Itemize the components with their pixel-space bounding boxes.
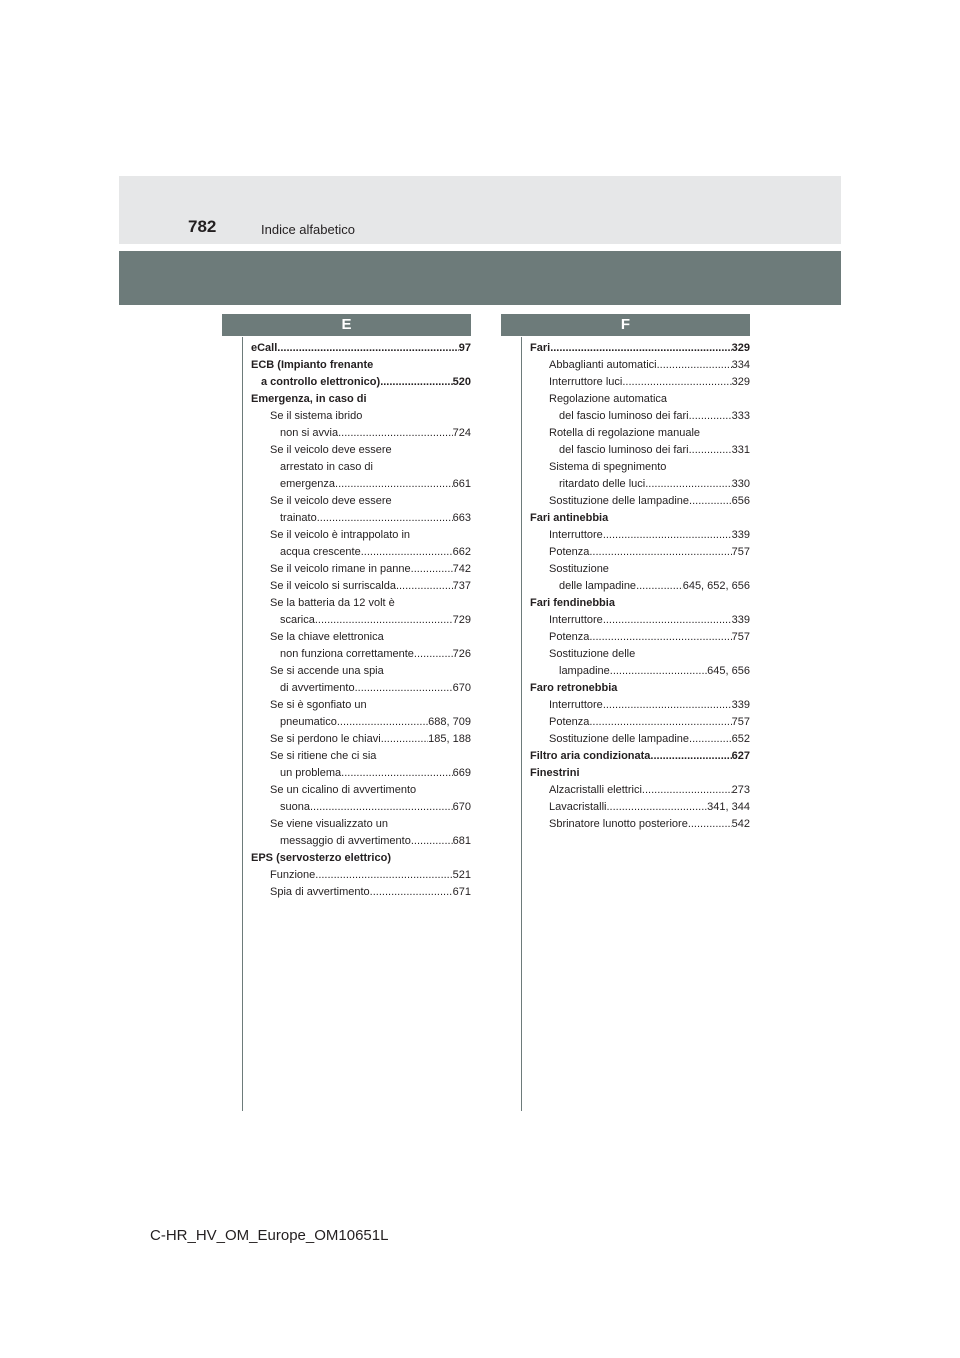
index-entry-page: 339: [731, 699, 750, 711]
index-entry-text: Alzacristalli elettrici: [549, 784, 642, 796]
index-entry-text: Potenza: [549, 546, 590, 558]
index-entry-text: ECB (Impianto frenante: [251, 359, 374, 371]
leader-dots: [645, 476, 731, 493]
index-entry-text: Sostituzione delle lampadine: [549, 495, 690, 507]
index-entry: [251, 476, 471, 493]
index-entry: [251, 425, 471, 442]
leader-dots: [317, 510, 453, 527]
index-entry: [530, 748, 750, 765]
index-entry-page: 339: [731, 529, 750, 541]
index-entry-text: Emergenza, in caso di: [251, 393, 367, 405]
index-entry: [251, 527, 471, 544]
leader-dots: [689, 493, 732, 510]
index-entry: [530, 425, 750, 442]
index-entry: [530, 459, 750, 476]
index-entry: [251, 408, 471, 425]
leader-dots: [337, 714, 428, 731]
index-entry-text: Se il veicolo è intrappolato in: [270, 529, 411, 541]
index-entry-text: scarica: [280, 614, 315, 626]
column-divider-e: [242, 337, 243, 1111]
index-entry: [251, 493, 471, 510]
index-entry-text: del fascio luminoso dei fari: [559, 410, 689, 422]
index-entry-page: 663: [452, 512, 471, 524]
index-entry-page: 521: [452, 869, 471, 881]
index-entry: [251, 714, 471, 731]
index-entry-text: Interruttore: [549, 699, 603, 711]
index-entry: [530, 765, 750, 782]
index-entry-text: Lavacristalli: [549, 801, 607, 813]
leader-dots: [606, 799, 707, 816]
letter-heading-e: E: [222, 314, 471, 336]
index-entry-text: Se si accende una spia: [270, 665, 384, 677]
index-entry: [530, 612, 750, 629]
index-entry: [251, 833, 471, 850]
index-entry-page: 681: [452, 835, 471, 847]
index-entry-page: 742: [452, 563, 471, 575]
index-entry: [530, 629, 750, 646]
index-entry: [530, 782, 750, 799]
index-entry-page: 688, 709: [428, 716, 471, 728]
index-entry-text: Se il veicolo deve essere: [270, 444, 392, 456]
index-entry: [530, 408, 750, 425]
leader-dots: [411, 833, 453, 850]
leader-dots: [277, 340, 458, 357]
index-entry: [251, 578, 471, 595]
leader-dots: [603, 527, 732, 544]
leader-dots: [411, 561, 453, 578]
index-entry-text: acqua crescente: [280, 546, 361, 558]
index-entry-text: di avvertimento: [280, 682, 355, 694]
index-entry: [530, 374, 750, 391]
index-entry: [251, 561, 471, 578]
leader-dots: [380, 374, 452, 391]
index-entry: [251, 510, 471, 527]
index-entry: [530, 340, 750, 357]
index-entry-text: eCall: [251, 342, 278, 354]
index-entry-page: 329: [731, 342, 750, 354]
leader-dots: [338, 425, 453, 442]
index-entry: [530, 510, 750, 527]
index-entry-page: 97: [458, 342, 471, 354]
index-entry-text: del fascio luminoso dei fari: [559, 444, 689, 456]
leader-dots: [414, 646, 453, 663]
index-entry-page: 757: [731, 716, 750, 728]
index-entry-text: Regolazione automatica: [549, 393, 668, 405]
index-column-e: [251, 340, 471, 901]
leader-dots: [396, 578, 453, 595]
index-entry: [530, 357, 750, 374]
leader-dots: [589, 544, 731, 561]
index-entry-text: Se la chiave elettronica: [270, 631, 384, 643]
index-entry: [251, 663, 471, 680]
leader-dots: [689, 731, 732, 748]
index-entry: [530, 595, 750, 612]
index-entry-text: Filtro aria condizionata: [530, 750, 651, 762]
index-entry: [251, 646, 471, 663]
index-entry: [251, 391, 471, 408]
index-entry-text: Se un cicalino di avvertimento: [270, 784, 417, 796]
index-entry: [251, 612, 471, 629]
index-entry-page: 520: [452, 376, 471, 388]
index-entry-text: Se il sistema ibrido: [270, 410, 363, 422]
leader-dots: [603, 612, 732, 629]
index-entry: [251, 357, 471, 374]
leader-dots: [355, 680, 453, 697]
index-entry: [251, 765, 471, 782]
index-entry-page: 334: [731, 359, 750, 371]
index-entry: [251, 459, 471, 476]
leader-dots: [642, 782, 732, 799]
index-entry: [530, 561, 750, 578]
leader-dots: [370, 884, 453, 901]
index-entry: [530, 663, 750, 680]
index-entry: [530, 391, 750, 408]
leader-dots: [341, 765, 452, 782]
leader-dots: [315, 612, 453, 629]
index-entry-text: trainato: [280, 512, 317, 524]
index-entry-page: 729: [452, 614, 471, 626]
index-entry: [530, 799, 750, 816]
index-entry-page: 737: [452, 580, 471, 592]
index-entry-page: 726: [452, 648, 471, 660]
title-band: [119, 251, 841, 305]
index-entry: [530, 816, 750, 833]
leader-dots: [622, 374, 731, 391]
index-entry-text: Se si ritiene che ci sia: [270, 750, 377, 762]
index-entry-text: messaggio di avvertimento: [280, 835, 411, 847]
index-entry: [251, 782, 471, 799]
letter-heading-f: F: [501, 314, 750, 336]
index-entry-text: Fari: [530, 342, 551, 354]
leader-dots: [335, 476, 453, 493]
header-band: [119, 176, 841, 244]
leader-dots: [688, 816, 732, 833]
index-entry-text: suona: [280, 801, 310, 813]
index-entry-text: Se il veicolo deve essere: [270, 495, 392, 507]
index-entry-page: 331: [731, 444, 750, 456]
index-entry-page: 724: [452, 427, 471, 439]
index-entry-text: Se si è sgonfiato un: [270, 699, 367, 711]
leader-dots: [310, 799, 453, 816]
index-entry-text: Fari antinebbia: [530, 512, 609, 524]
index-entry: [530, 578, 750, 595]
index-entry-page: 627: [731, 750, 750, 762]
leader-dots: [381, 731, 428, 748]
index-entry-text: Funzione: [270, 869, 316, 881]
index-entry-text: Interruttore: [549, 529, 603, 541]
leader-dots: [589, 714, 731, 731]
column-divider-f: [521, 337, 522, 1111]
leader-dots: [689, 408, 732, 425]
index-entry: [530, 544, 750, 561]
leader-dots: [689, 442, 732, 459]
index-column-f: [530, 340, 750, 833]
index-entry-text: Sbrinatore lunotto posteriore: [549, 818, 688, 830]
index-entry-text: EPS (servosterzo elettrico): [251, 852, 391, 864]
index-entry-text: pneumatico: [280, 716, 337, 728]
index-entry-text: Fari fendinebbia: [530, 597, 615, 609]
index-entry-page: 542: [731, 818, 750, 830]
leader-dots: [361, 544, 453, 561]
index-entry-text: emergenza: [280, 478, 336, 490]
index-entry-text: ritardato delle luci: [559, 478, 646, 490]
index-entry-page: 661: [452, 478, 471, 490]
index-entry-page: 330: [731, 478, 750, 490]
index-entry-text: Interruttore luci: [549, 376, 623, 388]
index-entry-page: 341, 344: [707, 801, 750, 813]
index-entry-text: lampadine: [559, 665, 610, 677]
index-entry: [251, 816, 471, 833]
index-entry: [251, 544, 471, 561]
leader-dots: [315, 867, 452, 884]
leader-dots: [603, 697, 732, 714]
index-entry-text: arrestato in caso di: [280, 461, 373, 473]
index-entry: [251, 340, 471, 357]
index-entry-text: Se il veicolo rimane in panne: [270, 563, 411, 575]
index-entry-text: Spia di avvertimento: [270, 886, 370, 898]
section-title: Indice alfabetico: [261, 222, 355, 237]
index-entry-text: Se si perdono le chiavi: [270, 733, 381, 745]
index-entry: [530, 731, 750, 748]
index-entry-page: 669: [452, 767, 471, 779]
index-entry: [530, 646, 750, 663]
index-entry-text: Sostituzione delle lampadine: [549, 733, 690, 745]
leader-dots: [657, 357, 732, 374]
index-entry-text: Sistema di spegnimento: [549, 461, 667, 473]
index-entry-page: 333: [731, 410, 750, 422]
index-entry-page: 656: [731, 495, 750, 507]
index-entry-page: 652: [731, 733, 750, 745]
index-entry: [530, 476, 750, 493]
index-entry-page: 757: [731, 631, 750, 643]
index-entry-page: 670: [452, 801, 471, 813]
index-entry-text: Interruttore: [549, 614, 603, 626]
index-entry-page: 645, 652, 656: [682, 580, 750, 592]
page-number: 782: [188, 217, 217, 236]
index-entry: [251, 595, 471, 612]
index-entry: [251, 442, 471, 459]
index-entry-text: Sostituzione delle: [549, 648, 636, 660]
index-entry-page: 339: [731, 614, 750, 626]
index-entry: [251, 374, 471, 391]
leader-dots: [589, 629, 731, 646]
index-entry: [251, 867, 471, 884]
index-entry-text: a controllo elettronico): [261, 376, 381, 388]
index-entry: [251, 884, 471, 901]
index-entry: [251, 748, 471, 765]
index-entry-text: delle lampadine: [559, 580, 637, 592]
index-entry-text: un problema: [280, 767, 342, 779]
index-entry-text: Rotella di regolazione manuale: [549, 427, 701, 439]
leader-dots: [610, 663, 707, 680]
index-entry-page: 645, 656: [707, 665, 750, 677]
index-entry-page: 757: [731, 546, 750, 558]
index-entry-page: 185, 188: [428, 733, 471, 745]
index-entry-page: 329: [731, 376, 750, 388]
index-entry: [251, 799, 471, 816]
leader-dots: [550, 340, 731, 357]
index-entry-page: 670: [452, 682, 471, 694]
index-entry-page: 671: [452, 886, 471, 898]
document-id: C-HR_HV_OM_Europe_OM10651L: [150, 1227, 389, 1244]
index-entry-page: 662: [452, 546, 471, 558]
leader-dots: [636, 578, 683, 595]
index-entry: [530, 714, 750, 731]
index-entry-text: Abbaglianti automatici: [549, 359, 657, 371]
index-entry: [530, 680, 750, 697]
index-entry-text: non si avvia: [280, 427, 339, 439]
index-entry-text: Potenza: [549, 631, 590, 643]
index-entry-page: 273: [731, 784, 750, 796]
index-entry: [530, 442, 750, 459]
index-entry: [251, 731, 471, 748]
index-entry: [251, 680, 471, 697]
index-entry-text: non funziona correttamente: [280, 648, 414, 660]
index-entry-text: Sostituzione: [549, 563, 609, 575]
index-entry: [251, 850, 471, 867]
index-entry-text: Faro retronebbia: [530, 682, 618, 694]
index-entry-text: Se viene visualizzato un: [270, 818, 389, 830]
index-entry: [251, 697, 471, 714]
index-entry: [530, 697, 750, 714]
index-entry-text: Se il veicolo si surriscalda: [270, 580, 396, 592]
index-entry-text: Se la batteria da 12 volt è: [270, 597, 395, 609]
index-entry: [530, 527, 750, 544]
index-entry: [530, 493, 750, 510]
index-entry-text: Finestrini: [530, 767, 580, 779]
index-entry-text: Potenza: [549, 716, 590, 728]
index-entry: [251, 629, 471, 646]
leader-dots: [650, 748, 731, 765]
